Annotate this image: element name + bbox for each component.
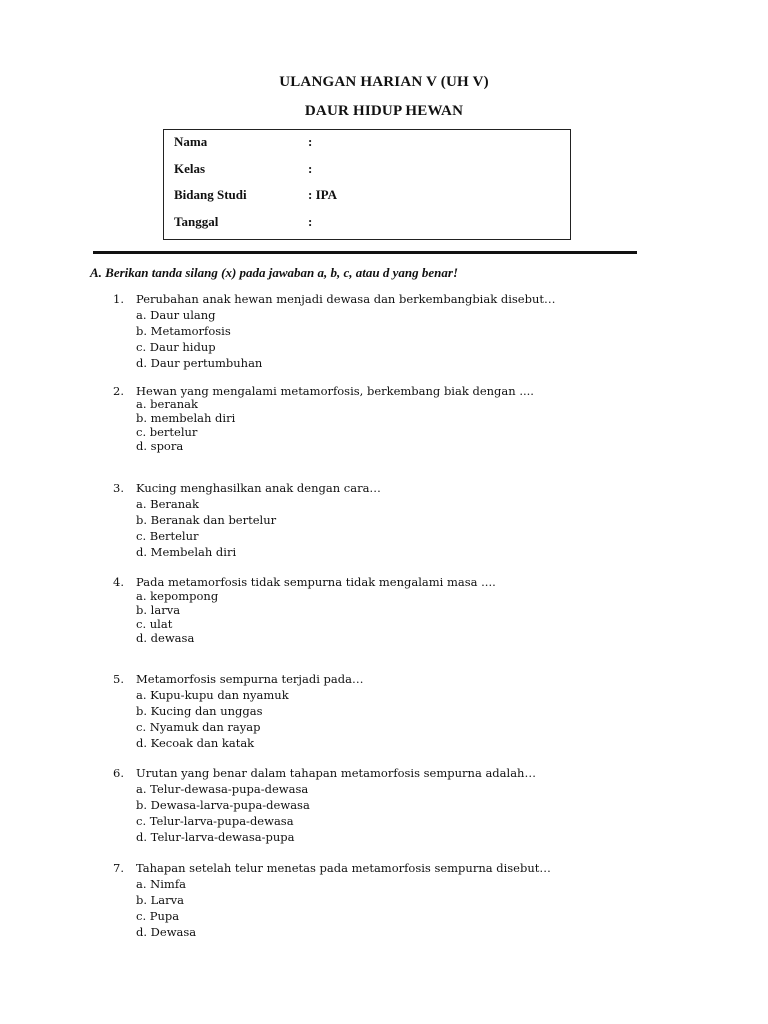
answer-option[interactable]: d. spora: [136, 439, 184, 453]
question-text: Metamorfosis sempurna terjadi pada…: [136, 672, 364, 686]
answer-options: [136, 687, 289, 751]
section-divider: [93, 251, 637, 254]
identity-value: :: [308, 161, 313, 176]
question-number: 4.: [113, 575, 124, 589]
question-number: 5.: [113, 672, 124, 686]
question-text: Pada metamorfosis tidak sempurna tidak mengalami masa ....: [136, 575, 496, 589]
answer-option[interactable]: b. membelah diri: [136, 411, 236, 425]
answer-option[interactable]: c. ulat: [136, 617, 173, 631]
answer-options: [136, 397, 235, 453]
answer-option[interactable]: a. beranak: [136, 397, 198, 411]
answer-option[interactable]: a. Nimfa: [136, 877, 186, 891]
question-text: Urutan yang benar dalam tahapan metamorfosis sempurna adalah…: [136, 766, 536, 780]
answer-option[interactable]: b. Dewasa-larva-pupa-dewasa: [136, 798, 310, 812]
page-subtitle: DAUR HIDUP HEWAN: [304, 103, 464, 119]
identity-value: :: [308, 214, 313, 229]
identity-label: Bidang Studi: [174, 187, 247, 202]
question-number: 6.: [113, 766, 124, 780]
question-text: Perubahan anak hewan menjadi dewasa dan berkembangbiak disebut…: [136, 292, 556, 306]
section-instruction: A. Berikan tanda silang (x) pada jawaban a, b, c, atau d yang benar!: [90, 265, 459, 280]
answer-option[interactable]: d. Membelah diri: [136, 545, 237, 559]
answer-option[interactable]: d. dewasa: [136, 631, 195, 645]
answer-option[interactable]: c. bertelur: [136, 425, 198, 439]
answer-option[interactable]: d. Daur pertumbuhan: [136, 356, 263, 370]
identity-label: Nama: [174, 134, 208, 149]
answer-option[interactable]: d. Dewasa: [136, 925, 197, 939]
question-number: 2.: [113, 384, 124, 398]
answer-option[interactable]: d. Kecoak dan katak: [136, 736, 255, 750]
answer-option[interactable]: c. Bertelur: [136, 529, 199, 543]
answer-options: [136, 307, 262, 371]
question-text: Hewan yang mengalami metamorfosis, berkembang biak dengan ....: [136, 384, 534, 398]
question-number: 7.: [113, 861, 124, 875]
answer-option[interactable]: a. Beranak: [136, 497, 200, 511]
answer-option[interactable]: a. Kupu-kupu dan nyamuk: [136, 688, 289, 702]
identity-value: : IPA: [308, 187, 338, 202]
answer-options: [136, 589, 218, 645]
answer-option[interactable]: c. Nyamuk dan rayap: [136, 720, 261, 734]
answer-option[interactable]: c. Daur hidup: [136, 340, 216, 354]
question-number: 3.: [113, 481, 124, 495]
answer-option[interactable]: a. Daur ulang: [136, 308, 216, 322]
student-identity-box: [163, 129, 571, 240]
question-text: Tahapan setelah telur menetas pada metamorfosis sempurna disebut…: [136, 861, 551, 875]
answer-option[interactable]: c. Pupa: [136, 909, 180, 923]
identity-label: Tanggal: [174, 214, 219, 229]
answer-option[interactable]: a. Telur-dewasa-pupa-dewasa: [136, 782, 309, 796]
answer-option[interactable]: b. Kucing dan unggas: [136, 704, 263, 718]
answer-option[interactable]: d. Telur-larva-dewasa-pupa: [136, 830, 295, 844]
answer-options: [136, 781, 310, 845]
answer-option[interactable]: b. larva: [136, 603, 181, 617]
answer-options: [136, 496, 276, 560]
answer-option[interactable]: a. kepompong: [136, 589, 219, 603]
question-number: 1.: [113, 292, 124, 306]
answer-option[interactable]: c. Telur-larva-pupa-dewasa: [136, 814, 294, 828]
answer-option[interactable]: b. Metamorfosis: [136, 324, 231, 338]
identity-value: :: [308, 134, 313, 149]
answer-options: [136, 876, 196, 940]
answer-option[interactable]: b. Larva: [136, 893, 185, 907]
question-text: Kucing menghasilkan anak dengan cara…: [136, 481, 381, 495]
answer-option[interactable]: b. Beranak dan bertelur: [136, 513, 277, 527]
page-title: ULANGAN HARIAN V (UH V): [279, 74, 489, 90]
identity-label: Kelas: [174, 161, 206, 176]
